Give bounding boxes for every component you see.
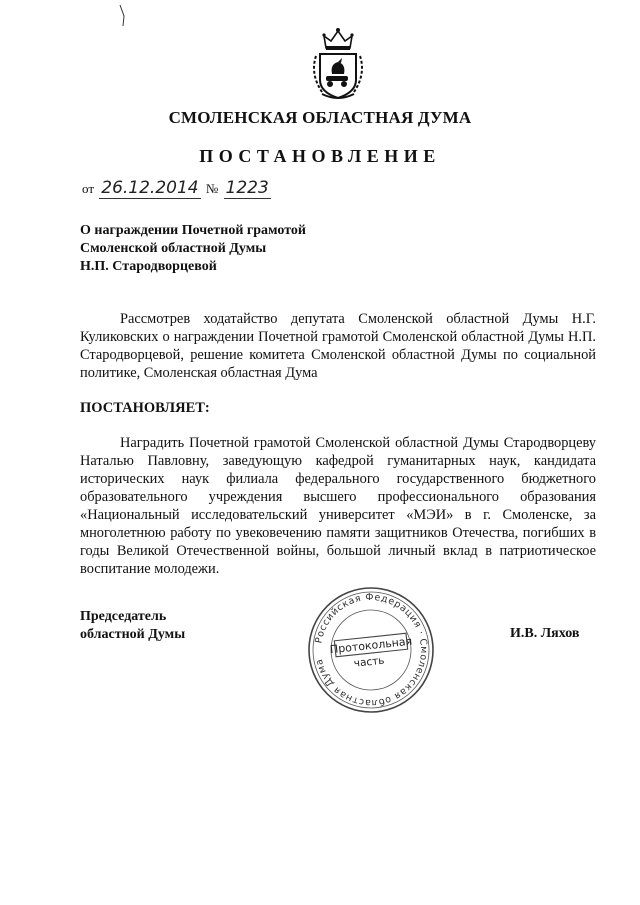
signer-name: И.В. Ляхов (510, 626, 580, 641)
stamp-center-line1: Протокольная (329, 634, 413, 657)
signatory-title (80, 608, 185, 644)
resolution-paragraph: Наградить Почетной грамотой Смоленской областной Думы Стародворцеву Наталью Павловну, заведующую кафедрой гуманитарных наук, кандидата исторических наук филиала федерального государственного бюджетного образовательного учреждения высшего профессионального образования «Национальный исследовательский университет «МЭИ» в г. Смоленске, за многолетнюю работу по увековечению памяти защитников Отечества, погибших в годы Великой Отечественной войны, большой личный вклад в патриотическое воспитание молодежи. (80, 435, 596, 577)
document-number: 1223 (225, 178, 269, 198)
subject-line: Смоленской областной Думы (80, 241, 267, 256)
stamp-ring-text: Российская Федерация · Смоленская областная Дума (313, 591, 430, 709)
signatory-title-line: областной Думы (80, 627, 186, 642)
stamp-center-line2: часть (353, 654, 386, 670)
official-stamp (306, 585, 436, 715)
smolensk-coat-of-arms-icon (308, 26, 368, 102)
org-title: СМОЛЕНСКАЯ ОБЛАСТНАЯ ДУМА (168, 108, 472, 127)
subject-line: О награждении Почетной грамотой (80, 223, 306, 238)
document-subject (80, 222, 410, 276)
date-from-label: от (82, 181, 95, 196)
subject-line: Н.П. Стародворцевой (80, 259, 217, 274)
document-date: 26.12.2014 (101, 178, 199, 198)
dateline (80, 178, 271, 198)
signatory-title-line: Председатель (80, 609, 167, 624)
pen-mark (118, 4, 130, 28)
resolve-heading: ПОСТАНОВЛЯЕТ: (80, 400, 210, 416)
preamble-paragraph: Рассмотрев ходатайство депутата Смоленской областной Думы Н.Г. Куликовских о награждении Почетной грамотой Смоленской областной Думы Н.П. Стародворцевой, решение комитета Смоленской областной Думы по социальной политике, Смоленская областная Дума (80, 311, 596, 381)
document-type: ПОСТАНОВЛЕНИЕ (199, 146, 441, 166)
number-label: № (205, 181, 219, 196)
